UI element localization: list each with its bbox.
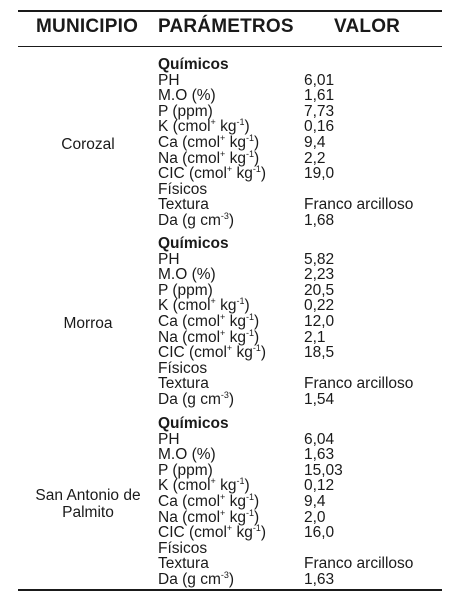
parameter-label: Ca (cmol+ $kg^{-1}$) [158,311,260,330]
municipio-name: San Antonio de Palmito [35,486,141,521]
municipio-name: Morroa [63,315,113,333]
parameter-label: Da (g $cm^{-3}$) [158,569,235,588]
table-row [0,197,460,212]
parameter-label: P (ppm) [158,461,213,479]
table-row [0,104,460,119]
table-row [0,119,460,134]
parameter-label: CIC (cmol+ $kg^{-1}$) [158,164,267,183]
parameter-value: 2,23 [304,266,335,284]
parameter-label: K (cmol+ $kg^{-1}$) [158,117,250,136]
header-parametros: PARÁMETROS [158,16,294,37]
parameter-value: 18,5 [304,344,335,362]
parameter-value: 6,04 [304,430,335,448]
table-row [0,432,460,447]
parameter-value: 0,12 [304,477,335,495]
table-row [0,57,460,72]
parameter-label: K (cmol+ $kg^{-1}$) [158,296,250,315]
table-row [0,298,460,313]
parameter-label: Na (cmol+ $kg^{-1}$) [158,507,260,526]
header-valor: VALOR [334,16,401,37]
parameter-value: 2,1 [304,328,326,346]
parameter-label: PH [158,71,180,89]
parameter-value: 7,73 [304,102,335,120]
parameter-label: Físicos [158,539,208,557]
table-row [0,389,460,408]
parameter-value: 0,22 [304,297,335,315]
parameter-value: 12,0 [304,313,335,330]
table-row [0,478,460,493]
parameter-label: P (ppm) [158,281,213,299]
parameter-label: Na (cmol+ $kg^{-1}$) [158,148,260,167]
table-row [0,88,460,103]
table-row [0,345,460,360]
parameter-label: Físicos [158,180,208,198]
table-row [0,236,460,251]
table-row [0,525,460,540]
table-row [0,447,460,462]
parameter-value: Franco arcilloso [304,555,414,573]
parameter-label: Textura [158,375,209,393]
parameter-value: 1,63 [304,446,335,464]
parameter-value: 2,0 [304,508,326,526]
parameter-label: Na (cmol+ $kg^{-1}$) [158,327,260,346]
header-rule [18,46,442,47]
table-row [0,556,460,571]
table-row [0,283,460,298]
parameter-value: 1,63 [304,571,335,588]
parameter-value: 6,01 [304,71,335,89]
parameter-label: P (ppm) [158,102,213,120]
parameter-label: CIC (cmol+ $kg^{-1}$) [158,343,267,362]
parameter-value: 1,54 [304,391,335,408]
table-row [0,166,460,181]
table-row [0,132,460,151]
table-row [0,569,460,588]
bottom-rule [18,589,442,591]
parameter-label: M.O (%) [158,446,216,464]
parameter-value: 1,68 [304,212,335,229]
table-row [0,267,460,282]
parameter-value: 0,16 [304,118,335,136]
category-label: Químicos [158,415,229,432]
top-rule [18,10,442,12]
parameter-value: 20,5 [304,281,335,299]
parameter-label: PH [158,250,180,268]
table-row [0,416,460,431]
parameter-label: Textura [158,555,209,573]
parameter-label: CIC (cmol+ $kg^{-1}$) [158,523,267,542]
parameter-value: 19,0 [304,165,335,183]
table-row [0,252,460,267]
parameter-label: Ca (cmol+ $kg^{-1}$) [158,491,260,510]
parameter-value: 9,4 [304,493,326,510]
parameter-value: Franco arcilloso [304,375,414,393]
table-row [0,73,460,88]
table-row [0,541,460,556]
parameter-label: M.O (%) [158,87,216,105]
header-municipio: MUNICIPIO [36,16,139,37]
parameter-value: 16,0 [304,524,335,542]
parameter-value: 15,03 [304,461,343,479]
table-row [0,182,460,197]
parameter-value: Franco arcilloso [304,196,414,214]
parameter-label: Da (g $cm^{-3}$) [158,389,235,408]
table-row [0,376,460,391]
parameter-label: PH [158,430,180,448]
table-row [0,210,460,229]
municipio-name: Corozal [61,136,115,154]
parameter-label: Ca (cmol+ $kg^{-1}$) [158,132,260,151]
parameter-label: Textura [158,196,209,214]
parameter-value: 5,82 [304,250,335,268]
parameter-label: Da (g $cm^{-3}$) [158,210,235,229]
table-row [0,311,460,330]
parameter-label: Físicos [158,359,208,377]
parameter-label: K (cmol+ $kg^{-1}$) [158,476,250,495]
table-row [0,463,460,478]
category-label: Químicos [158,235,229,252]
parameter-value: 1,61 [304,87,335,105]
parameter-value: 9,4 [304,134,326,151]
table-row [0,361,460,376]
parameter-value: 2,2 [304,149,326,167]
category-label: Químicos [158,56,229,73]
parameter-label: M.O (%) [158,266,216,284]
